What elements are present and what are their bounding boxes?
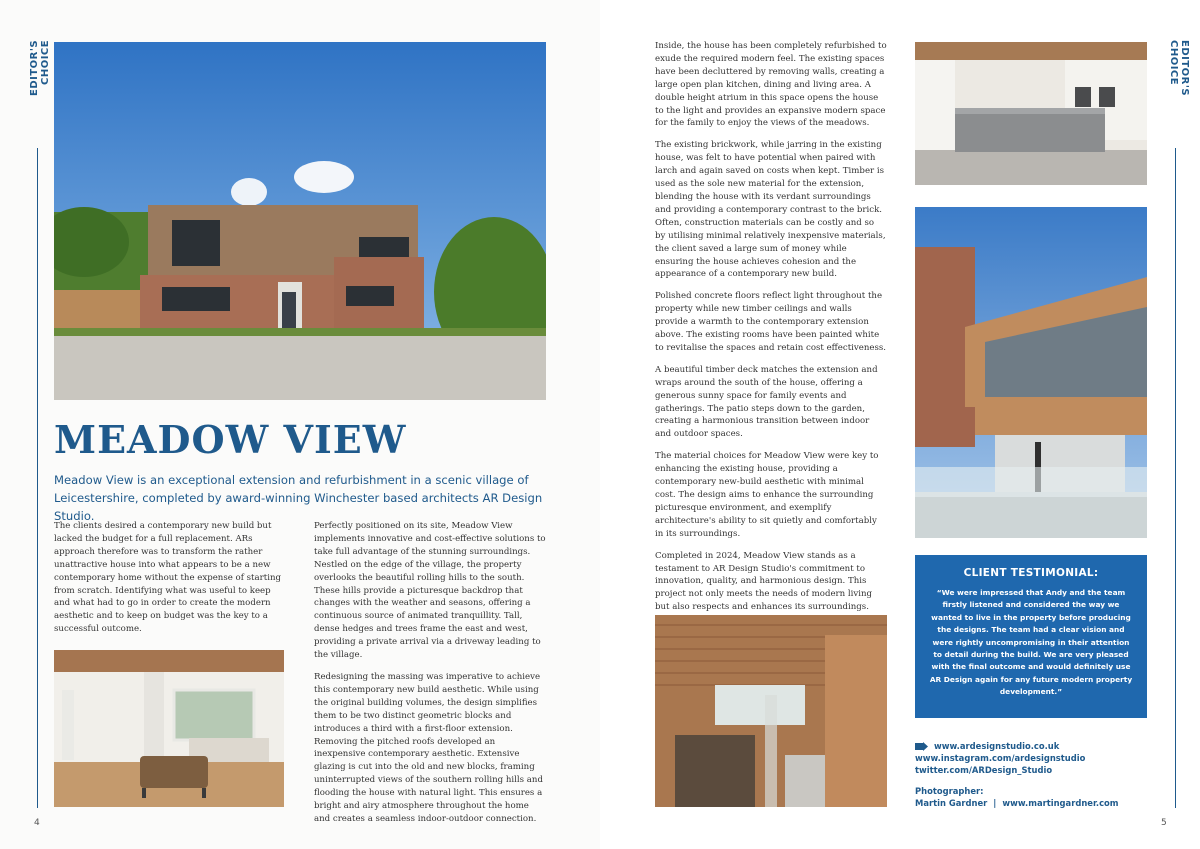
text-column-b	[314, 520, 546, 835]
paragraph: Completed in 2024, Meadow View stands as a testament to AR Design Studio's commitment to innovation, quality, and harmonious design. This project not only meets the needs of modern living but also respects and enhances its surroundings.	[655, 550, 873, 613]
photographer-label: Photographer:	[915, 786, 984, 796]
paragraph: Inside, the house has been completely refurbished to exude the required modern feel. The existing spaces have been decluttered by removing walls, creating a large open plan kitchen, dining and living area. A double height atrium in this space opens the house to the light and provides an expansive modern space for the family to enjoy the views of the meadows.	[655, 41, 887, 129]
article-intro: Meadow View is an exceptional extension and refurbishment in a scenic village of Leicestershire, completed by award-winning Winchester based architects AR Design Studio.	[54, 473, 543, 523]
editors-choice-label: EDITOR'S CHOICE	[1168, 40, 1190, 97]
page-number-right: 5	[1161, 818, 1167, 828]
photographer-name: Martin Gardner	[915, 798, 988, 808]
testimonial-heading: CLIENT TESTIMONIAL:	[963, 567, 1099, 579]
twitter-link[interactable]: twitter.com/ARDesign_Studio	[915, 765, 1053, 776]
credit-separator: |	[993, 798, 997, 808]
photographer-line	[915, 797, 1155, 809]
instagram-link[interactable]: www.instagram.com/ardesignstudio	[915, 753, 1086, 764]
article-title: MEADOW VIEW	[54, 417, 407, 462]
hero-photo-house-exterior	[54, 42, 546, 400]
atrium-photo	[655, 615, 887, 807]
client-testimonial-box	[915, 555, 1147, 718]
sidebar-rule	[37, 148, 38, 808]
page-number-left: 4	[34, 818, 40, 828]
exterior-timber-extension-photo	[915, 207, 1147, 538]
paragraph: Redesigning the massing was imperative to achieve this contemporary new build aesthetic. While using the original building volumes, the design simplifies them to be two distinct geometric blocks and introduces a third with a first-floor extension. Removing the pitched roofs developed an inexpensive contemporary aesthetic. Extensive glazing is cut into the old and new blocks, framing uninterrupted views of the southern rolling hills and flooding the house with natural light. This ensures a bright and airy atmosphere throughout the home and creates a seamless indoor-outdoor connection.	[314, 671, 543, 824]
sidebar-rule	[1175, 148, 1176, 808]
paragraph: A beautiful timber deck matches the extension and wraps around the south of the house, offering a generous sunny space for family events and gatherings. The patio steps down to the garden, creating a harmonious transition between indoor and outdoor spaces.	[655, 364, 878, 440]
paragraph: Perfectly positioned on its site, Meadow View implements innovative and cost-effective solutions to take full advantage of the stunning surroundings. Nestled on the edge of the village, the property overlooks the beautiful rolling hills to the south. These hills provide a picturesque backdrop that changes with the weather and seasons, offering a continuous source of animated tranquillity. Tall, dense hedges and trees frame the east and west, providing a private arrival via a driveway leading to the village.	[314, 521, 546, 661]
arrow-right-icon	[915, 742, 928, 751]
photographer-credit	[915, 785, 1155, 809]
editors-choice-tab-left	[26, 40, 51, 810]
paragraph: Polished concrete floors reflect light throughout the property while new timber ceilings and walls provide a warmth to the contemporary extension above. The existing rooms have been painted white to revitalise the spaces and retain cost effectiveness.	[655, 291, 887, 353]
living-room-photo	[54, 650, 284, 807]
photographer-site-link[interactable]: www.martingardner.com	[1002, 798, 1119, 808]
website-row	[915, 740, 1147, 752]
kitchen-photo	[915, 42, 1147, 185]
paragraph: The existing brickwork, while jarring in the existing house, was felt to have potential when paired with larch and again saved on costs when kept. Timber is used as the sole new material for the extension, blending the house with its verdant surroundings and providing a contemporary contrast to the brick. Often, construction materials can be costly and so by utilising minimal relatively inexpensive materials, the client saved a large sum of money while ensuring the house achieves cohesion and the appearance of a contemporary new build.	[655, 140, 886, 280]
website-link[interactable]: www.ardesignstudio.co.uk	[934, 741, 1060, 751]
text-column-c	[655, 40, 887, 623]
paragraph: The material choices for Meadow View were key to enhancing the existing house, providing a contemporary new-build aesthetic with minimal cost. The design aims to enhance the surrounding picturesque environment, and exemplify architecture's ability to sit quietly and comfortably in its surroundings.	[655, 451, 879, 539]
testimonial-quote: “We were impressed that Andy and the team firstly listened and considered the way we wanted to live in the property before producing the designs. The team had a clear vision and were rightly uncompromising in their attention to detail during the build. We are very pleased with the final outcome and would definitely use AR Design again for any future modern property development.”	[929, 588, 1133, 697]
editors-choice-tab-right	[1164, 40, 1190, 810]
editors-choice-label: EDITOR'S CHOICE	[29, 40, 51, 97]
paragraph: The clients desired a contemporary new build but lacked the budget for a full replacement. ARs approach therefore was to transform the rather unattractive house into what appears to be a new contemporary home without the expense of starting from scratch. Identifying what was useful to keep and what had to go in order to create the modern aesthetic and to keep on budget was the key to a successful outcome.	[54, 521, 281, 635]
contact-links	[915, 740, 1147, 777]
text-column-a	[54, 520, 286, 645]
